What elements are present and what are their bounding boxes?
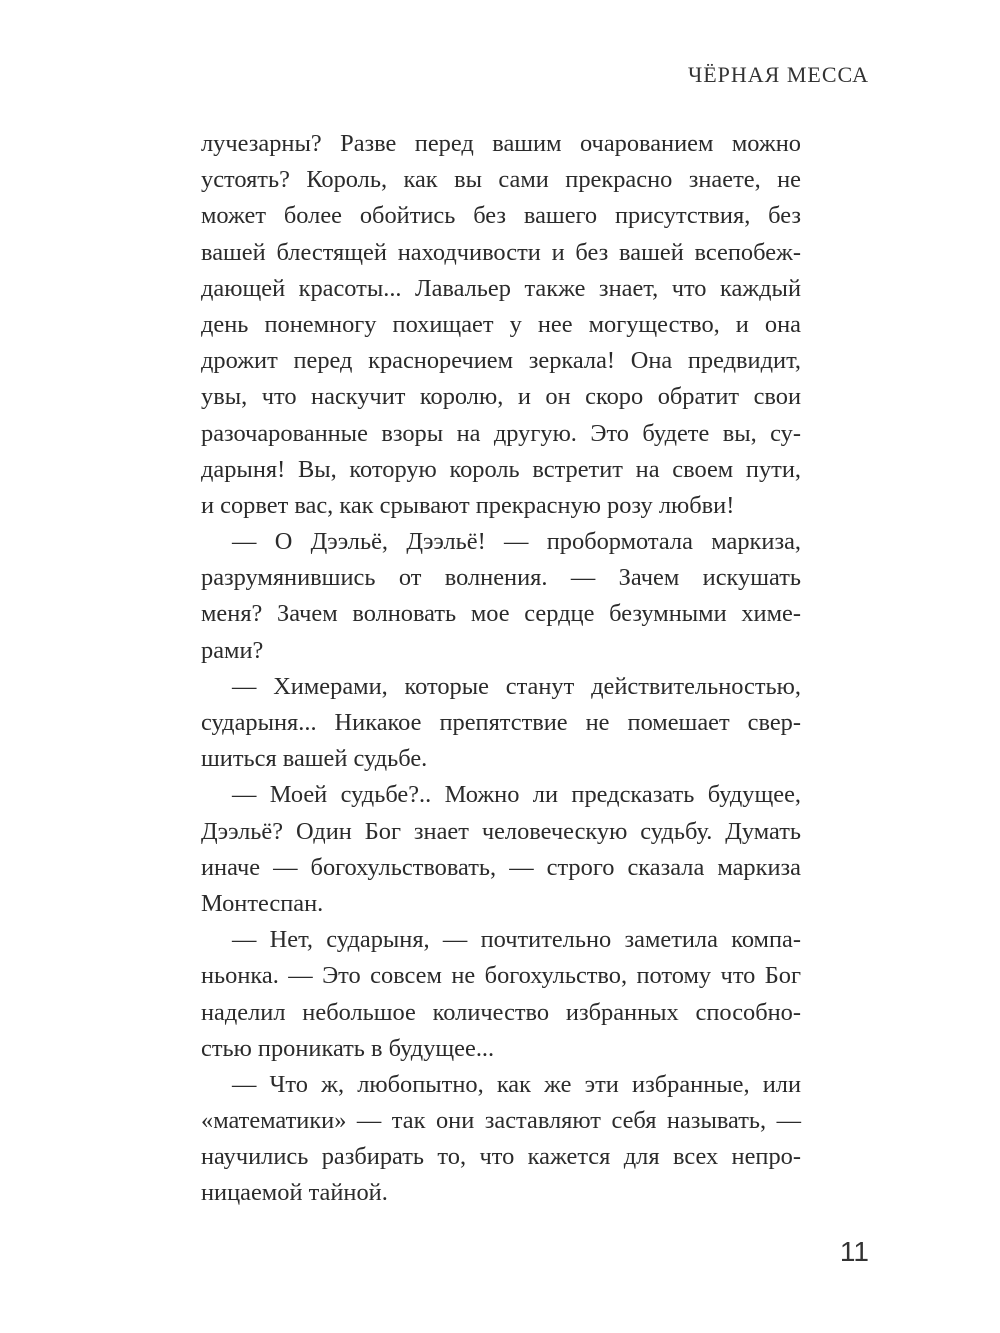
text-line: — О Дээльё, Дээльё! — пробормотала маркиза, (232, 528, 801, 556)
text-line: меня? Зачем волновать мое сердце безумными химе- (201, 600, 801, 628)
text-line: Дээльё? Один Бог знает человеческую судьбу. Думать (201, 817, 801, 845)
text-line: дающей красоты... Лавальер также знает, что каждый (201, 274, 801, 302)
text-line: и сорвет вас, как срывают прекрасную розу любви! (201, 491, 735, 519)
text-line: день понемногу похищает у нее могущество, и она (201, 310, 801, 338)
text-line: дрожит перед красноречием зеркала! Она предвидит, (201, 347, 801, 375)
text-line: увы, что наскучит королю, и он скоро обратит свои (201, 383, 801, 411)
text-line: — Нет, сударыня, — почтительно заметила компа- (232, 926, 801, 954)
text-line: — Моей судьбе?.. Можно ли предсказать будущее, (232, 781, 801, 809)
text-line: иначе — богохульствовать, — строго сказала маркиза (201, 853, 801, 881)
text-line: — Что ж, любопытно, как же эти избранные, или (232, 1070, 801, 1098)
text-line: ницаемой тайной. (201, 1179, 388, 1207)
text-line: «математики» — так они заставляют себя называть, — (201, 1107, 801, 1135)
text-line: лучезарны? Разве перед вашим очарованием можно (201, 130, 801, 157)
running-title: ЧЁРНАЯ МЕССА (687, 62, 869, 87)
text-line: ньонка. — Это совсем не богохульство, потому что Бог (201, 962, 801, 990)
text-line: наделил небольшое количество избранных способно- (201, 998, 801, 1026)
text-line: Монтеспан. (201, 889, 324, 917)
text-line: шиться вашей судьбе. (201, 745, 428, 773)
text-line: стью проникать в будущее... (201, 1034, 495, 1062)
text-line: разочарованные взоры на другую. Это будете вы, су- (201, 419, 801, 447)
text-line: может более обойтись без вашего присутствия, без (201, 202, 801, 230)
text-line: научились разбирать то, что кажется для всех непро- (201, 1143, 801, 1171)
text-line: разрумянившись от волнения. — Зачем искушать (201, 564, 801, 592)
text-line: — Химерами, которые станут действительностью, (232, 672, 801, 700)
text-line: устоять? Король, как вы сами прекрасно знаете, не (201, 166, 801, 194)
text-line: дарыня! Вы, которую король встретит на своем пути, (201, 455, 801, 483)
text-line: вашей блестящей находчивости и без вашей всепобеж- (201, 238, 801, 266)
page-number: 11 (839, 1236, 869, 1267)
body-text (201, 126, 801, 1212)
text-line: рами? (201, 636, 264, 664)
text-line: сударыня... Никакое препятствие не помешает свер- (201, 709, 801, 736)
